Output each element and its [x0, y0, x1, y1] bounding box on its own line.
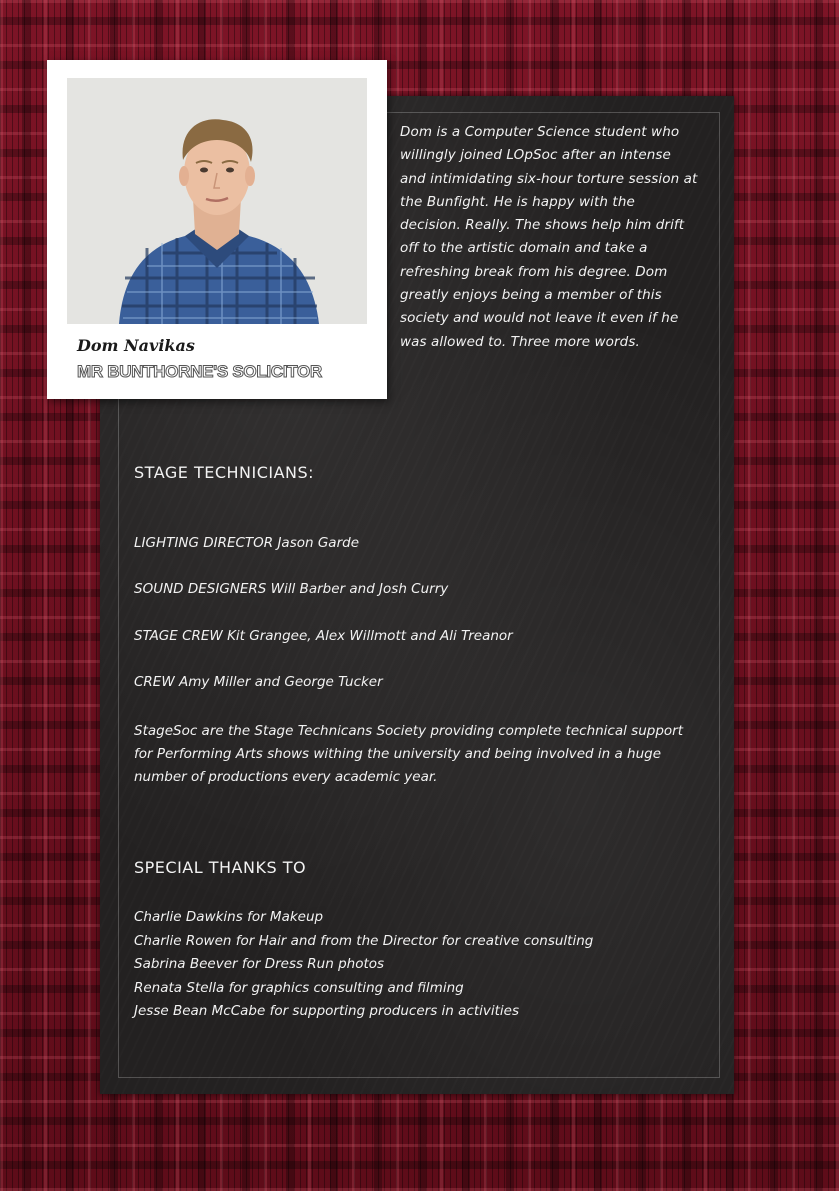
stage-technicians-heading: STAGE TECHNICIANS: [134, 463, 315, 482]
stagesoc-description: StageSoc are the Stage Technicans Society providing complete technical support for Performing Arts shows withing the university and being involved in a huge number of productions every academic year. [134, 723, 684, 785]
special-thanks-heading: SPECIAL THANKS TO [134, 858, 307, 877]
credit-sound-designers: SOUND DESIGNERS Will Barber and Josh Curry [134, 581, 449, 597]
profile-name: Dom Navikas [77, 336, 195, 355]
profile-photo [67, 78, 367, 324]
credit-lighting-director: LIGHTING DIRECTOR Jason Garde [134, 535, 360, 551]
profile-polaroid [47, 60, 387, 399]
thanks-item: Sabrina Beever for Dress Run photos [134, 956, 385, 972]
profile-bio: Dom is a Computer Science student who willingly joined LOpSoc after an intense and intimidating six-hour torture session at the Bunfight. He is happy with the decision. Really. The shows help him drift off to the artistic domain and take a refreshing break from his degree. Dom greatly enjoys being a member of this society and would not leave it even if he was allowed to. Three more words. [400, 124, 698, 350]
special-thanks-list [134, 906, 593, 1024]
thanks-item: Renata Stella for graphics consulting and filming [134, 979, 464, 996]
credit-stage-crew: STAGE CREW Kit Grangee, Alex Willmott and Ali Treanor [134, 628, 513, 644]
credit-crew: CREW Amy Miller and George Tucker [134, 674, 383, 690]
thanks-item: Charlie Rowen for Hair and from the Director for creative consulting [134, 932, 594, 949]
profile-role: MR BUNTHORNE'S SOLICITOR [77, 362, 322, 381]
thanks-item: Jesse Bean McCabe for supporting producers in activities [134, 1003, 519, 1019]
thanks-item: Charlie Dawkins for Makeup [134, 909, 324, 925]
